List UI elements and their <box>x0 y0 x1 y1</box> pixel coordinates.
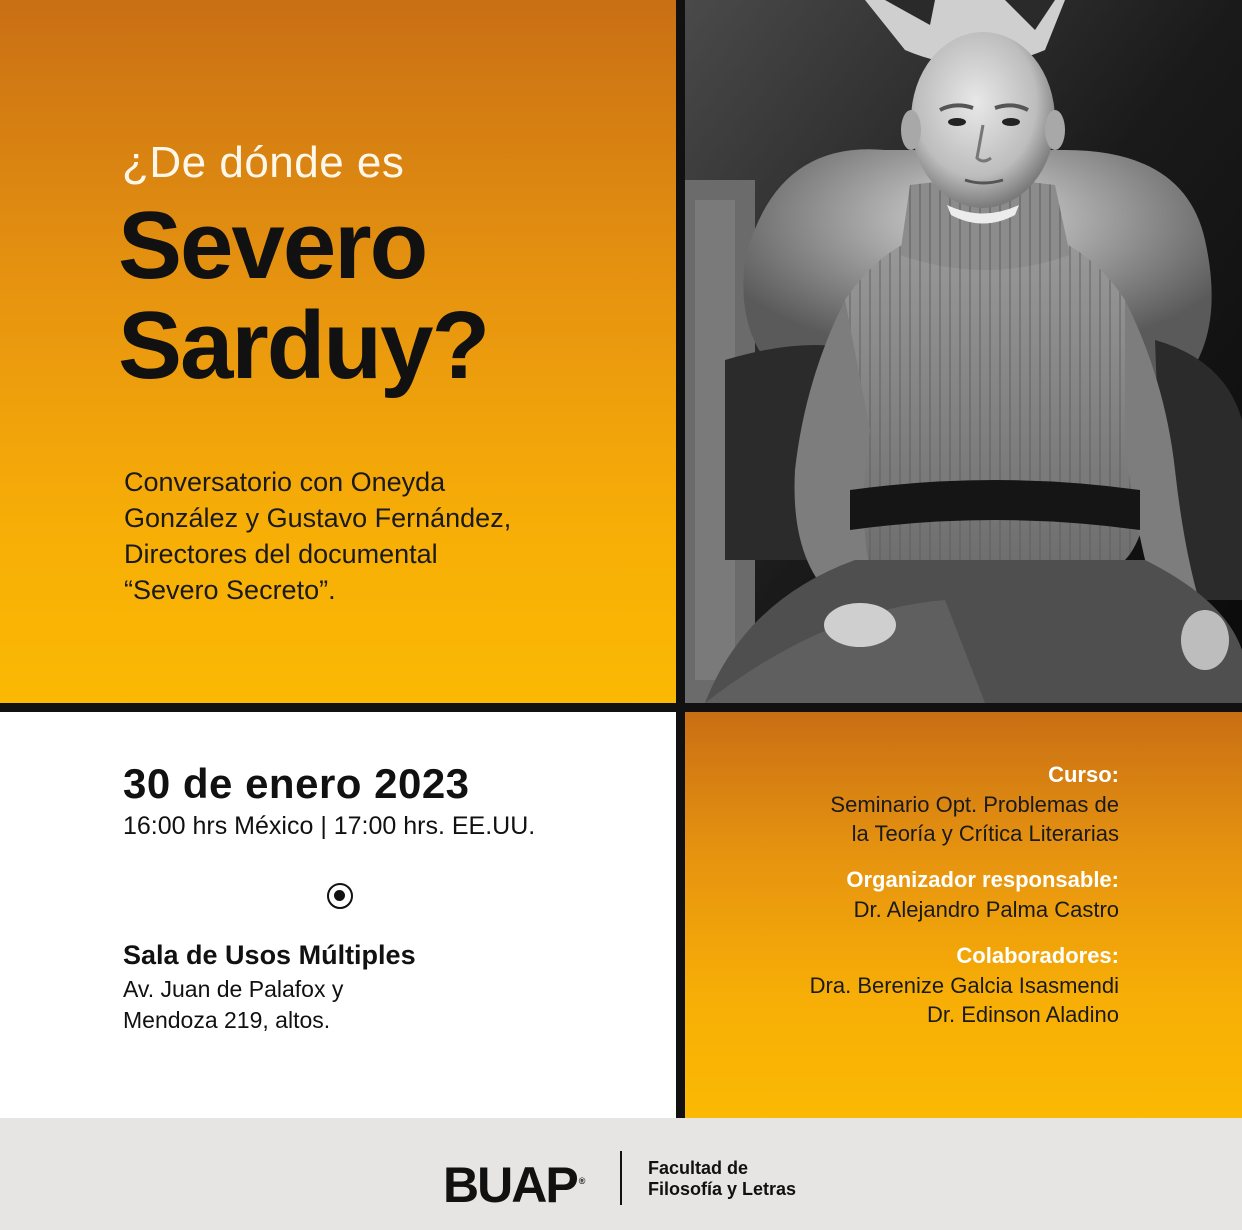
credits-panel <box>685 712 1242 1118</box>
portrait-illustration <box>685 0 1242 703</box>
headline-line-1: Severo <box>118 192 427 299</box>
address-line: Av. Juan de Palafox y <box>123 976 344 1002</box>
description-line: “Severo Secreto”. <box>124 575 336 605</box>
event-description <box>124 464 644 608</box>
portrait-photo <box>685 0 1242 703</box>
collaborator-name: Dra. Berenize Galcia Isasmendi <box>809 973 1119 998</box>
course-line: la Teoría y Crítica Literarias <box>851 821 1119 846</box>
address-line: Mendoza 219, altos. <box>123 1007 331 1033</box>
registered-mark: ® <box>578 1176 586 1187</box>
course-line: Seminario Opt. Problemas de <box>830 792 1119 817</box>
venue-name: Sala de Usos Múltiples <box>123 940 416 970</box>
collaborator-name: Dr. Edinson Aladino <box>926 1002 1119 1027</box>
buap-logo <box>443 1156 585 1214</box>
faculty-line: Filosofía y Letras <box>648 1179 797 1199</box>
organizer-name: Dr. Alejandro Palma Castro <box>853 897 1119 922</box>
pretitle: ¿De dónde es <box>122 138 405 187</box>
faculty-line: Facultad de <box>648 1158 749 1178</box>
description-line: Conversatorio con Oneyda <box>124 467 446 497</box>
description-line: Directores del documental <box>124 539 438 569</box>
event-details-panel <box>0 712 676 1118</box>
venue-address <box>123 974 343 1036</box>
faculty-name <box>648 1158 796 1200</box>
location-pin-icon <box>327 883 353 909</box>
footer-divider <box>620 1151 622 1205</box>
collaborators-heading: Colaboradores: <box>956 943 1119 968</box>
course-block <box>830 760 1119 848</box>
organizer-heading: Organizador responsable: <box>846 867 1119 892</box>
headline-line-2: Sarduy? <box>118 292 489 399</box>
organizer-block <box>846 865 1119 924</box>
buap-logo-text: BUAP <box>443 1157 577 1213</box>
collaborators-block <box>810 941 1119 1029</box>
description-line: González y Gustavo Fernández, <box>124 503 512 533</box>
event-date: 30 de enero 2023 <box>123 760 470 807</box>
footer <box>0 1118 1242 1230</box>
title-panel <box>0 0 676 703</box>
event-time: 16:00 hrs México | 17:00 hrs. EE.UU. <box>123 812 536 840</box>
course-heading: Curso: <box>1048 762 1119 787</box>
